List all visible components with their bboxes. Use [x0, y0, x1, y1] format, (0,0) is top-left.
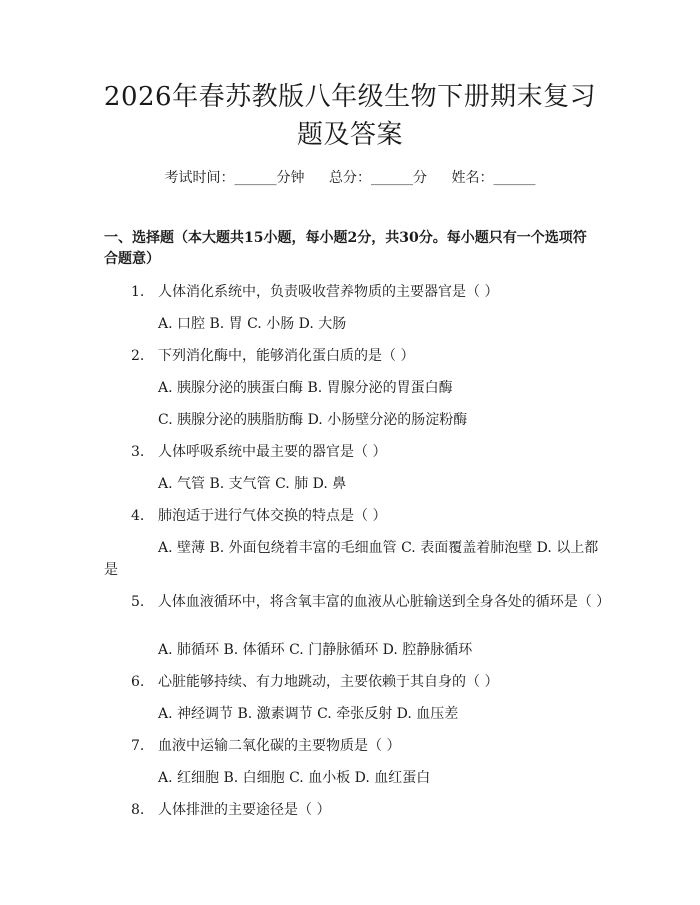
- section-heading: 一、选择题（本大题共15小题，每小题2分，共30分。每小题只有一个选项符合题意）: [104, 230, 587, 267]
- question-text: 人体排泄的主要途径是（ ）: [158, 802, 331, 818]
- question-number: 4.: [131, 508, 145, 524]
- question-number: 2.: [131, 348, 145, 364]
- question-number: 1.: [131, 284, 145, 300]
- question-text: 心脏能够持续、有力地跳动，主要依赖于其自身的（ ）: [158, 674, 499, 690]
- question-text: 人体消化系统中，负责吸收营养物质的主要器官是（ ）: [158, 284, 499, 300]
- question-options: A. 肺循环 B. 体循环 C. 门静脉循环 D. 腔静脉循环: [158, 642, 473, 658]
- question-number: 5.: [131, 594, 145, 610]
- question-options: C. 胰腺分泌的胰脂肪酶 D. 小肠壁分泌的肠淀粉酶: [158, 412, 468, 428]
- question-options: A. 口腔 B. 胃 C. 小肠 D. 大肠: [158, 316, 347, 332]
- name-field: 姓名：______: [451, 170, 536, 186]
- question-text: 人体呼吸系统中最主要的器官是（ ）: [158, 444, 387, 460]
- question-text: 血液中运输二氧化碳的主要物质是（ ）: [158, 738, 401, 754]
- question-number: 8.: [131, 802, 145, 818]
- question-number: 3.: [131, 444, 145, 460]
- question-options: A. 红细胞 B. 白细胞 C. 血小板 D. 血红蛋白: [158, 770, 431, 786]
- total-score-field: 总分：______分: [329, 170, 427, 186]
- question-number: 7.: [131, 738, 145, 754]
- question-item: [104, 591, 611, 613]
- question-options: A. 胰腺分泌的胰蛋白酶 B. 胃腺分泌的胃蛋白酶: [158, 380, 453, 396]
- exam-meta: [0, 168, 700, 188]
- question-options: A. 壁薄 B. 外面包绕着丰富的毛细血管 C. 表面覆盖着肺泡壁 D. 以上都是: [104, 540, 599, 578]
- question-options: A. 气管 B. 支气管 C. 肺 D. 鼻: [158, 476, 347, 492]
- question-text: 肺泡适于进行气体交换的特点是（ ）: [158, 508, 387, 524]
- page-title: 2026年春苏教版八年级生物下册期末复习题及答案: [103, 82, 597, 150]
- question-text: 下列消化酶中，能够消化蛋白质的是（ ）: [158, 348, 415, 364]
- question-text: 人体血液循环中，将含氧丰富的血液从心脏输送到全身各处的循环是（ ）: [157, 594, 611, 610]
- question-number: 6.: [131, 674, 145, 690]
- exam-time-field: 考试时间：______分钟: [164, 170, 305, 186]
- question-options: A. 神经调节 B. 激素调节 C. 牵张反射 D. 血压差: [158, 706, 459, 722]
